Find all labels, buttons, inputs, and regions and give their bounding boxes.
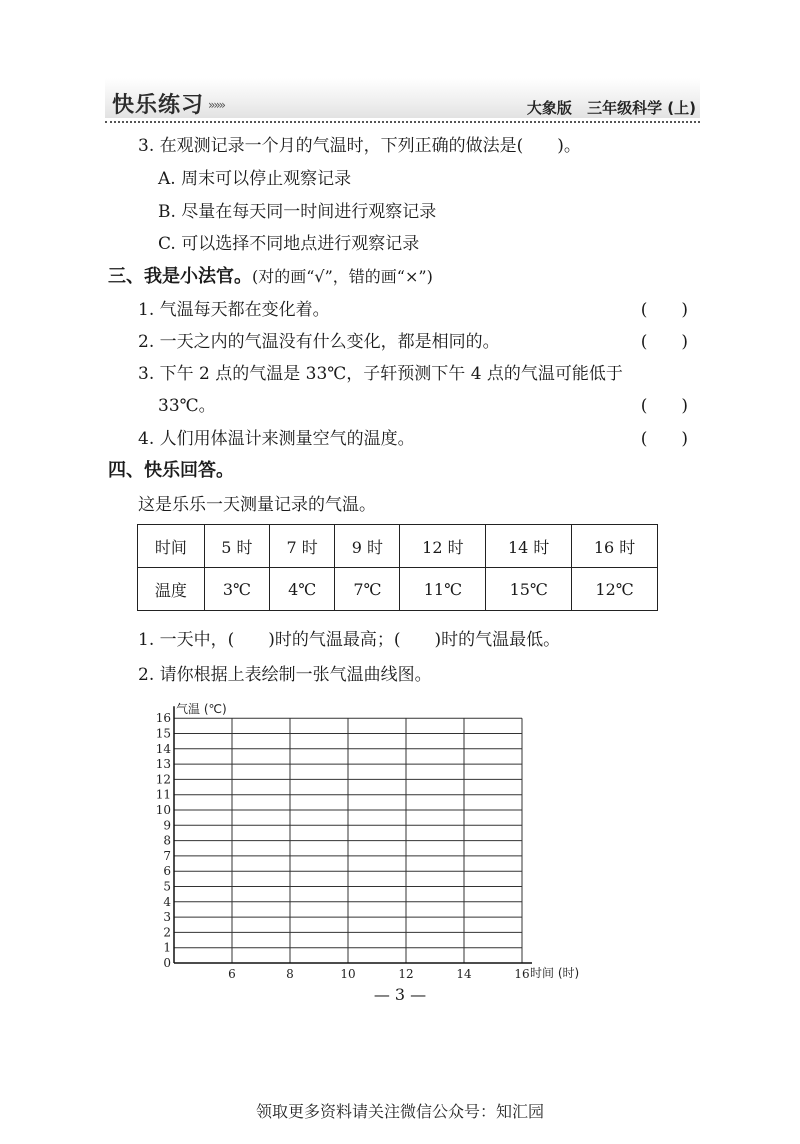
judge-paren-1: ( ) (640, 300, 688, 320)
section4-q1: 1. 一天中，( )时的气温最高；( )时的气温最低。 (138, 630, 561, 650)
x-tick-label: 8 (286, 967, 294, 981)
header-title: 快乐练习 (112, 93, 205, 118)
y-tick-label: 16 (155, 711, 171, 726)
section3-title: 三、我是小法官。 (108, 266, 252, 287)
y-tick-label: 2 (163, 925, 171, 940)
judge-item-1: 1. 气温每天都在变化着。 (138, 300, 330, 320)
temperature-grid-chart[interactable] (150, 688, 620, 983)
y-tick-label: 5 (163, 879, 171, 894)
y-tick-label: 10 (155, 803, 171, 817)
section3-heading (108, 262, 433, 288)
y-tick-label: 13 (155, 757, 171, 772)
x-tick-label: 10 (340, 967, 356, 981)
y-tick-label: 1 (163, 940, 171, 955)
y-axis-label: 气温 (℃) (176, 702, 227, 717)
judge-item-3: 3. 下午 2 点的气温是 33℃，子轩预测下午 4 点的气温可能低于 (138, 364, 623, 384)
table-cell: 4℃ (269, 568, 334, 611)
table-cell: 12 时 (400, 525, 486, 568)
table-cell: 12℃ (572, 568, 658, 611)
table-cell: 5 时 (204, 525, 269, 568)
y-tick-label: 9 (163, 818, 171, 833)
table-cell: 11℃ (400, 568, 486, 611)
table-cell: 14 时 (486, 525, 572, 568)
x-axis-label: 时间 (时) (530, 966, 580, 980)
x-tick-label: 12 (398, 967, 414, 981)
y-tick-label: 14 (155, 741, 171, 756)
judge-paren-3: ( ) (640, 396, 688, 416)
y-tick-label: 3 (163, 910, 171, 925)
q3-option-a: A. 周末可以停止观察记录 (158, 169, 352, 189)
y-tick-label: 4 (163, 894, 171, 909)
q3-option-b: B. 尽量在每天同一时间进行观察记录 (158, 202, 437, 222)
judge-paren-2: ( ) (640, 332, 688, 352)
temperature-table (137, 524, 658, 611)
y-tick-label: 6 (163, 864, 171, 879)
q3-option-c: C. 可以选择不同地点进行观察记录 (158, 234, 420, 254)
section3-note: (对的画“√”，错的画“×”) (252, 267, 433, 286)
table-cell: 7℃ (335, 568, 400, 611)
table-cell: 3℃ (204, 568, 269, 611)
table-row (138, 568, 658, 611)
y-tick-label: 7 (163, 848, 171, 863)
section4-intro: 这是乐乐一天测量记录的气温。 (138, 495, 376, 515)
header-right (517, 97, 696, 118)
table-cell: 15℃ (486, 568, 572, 611)
page-number: — 3 — (373, 985, 427, 1004)
x-tick-label: 16 (514, 967, 530, 981)
y-tick-label: 11 (155, 787, 171, 802)
table-cell: 9 时 (335, 525, 400, 568)
y-tick-label: 12 (155, 772, 171, 787)
judge-paren-4: ( ) (640, 429, 688, 449)
table-row (138, 525, 658, 568)
judge-item-3-cont: 33℃。 (158, 396, 216, 416)
y-tick-label: 8 (163, 833, 171, 848)
footer-note: 领取更多资料请关注微信公众号：知汇园 (255, 1102, 544, 1121)
header-divider (105, 121, 700, 123)
y-tick-label: 0 (163, 956, 171, 970)
judge-item-4: 4. 人们用体温计来测量空气的温度。 (138, 429, 415, 449)
section4-title: 四、快乐回答。 (108, 460, 234, 481)
edition-label: 大象版 (526, 99, 572, 117)
table-cell: 16 时 (572, 525, 658, 568)
judge-item-2: 2. 一天之内的气温没有什么变化，都是相同的。 (138, 332, 500, 352)
x-tick-label: 14 (456, 967, 472, 981)
table-cell: 时间 (138, 525, 205, 568)
x-tick-label: 6 (228, 967, 236, 981)
y-tick-label: 15 (155, 726, 171, 741)
q3-stem: 3. 在观测记录一个月的气温时，下列正确的做法是( )。 (138, 136, 581, 156)
section4-q2: 2. 请你根据上表绘制一张气温曲线图。 (138, 665, 432, 685)
header-arrows: »»» (208, 98, 225, 112)
table-cell: 温度 (138, 568, 205, 611)
table-cell: 7 时 (269, 525, 334, 568)
book-label: 三年级科学 (上) (587, 99, 696, 117)
